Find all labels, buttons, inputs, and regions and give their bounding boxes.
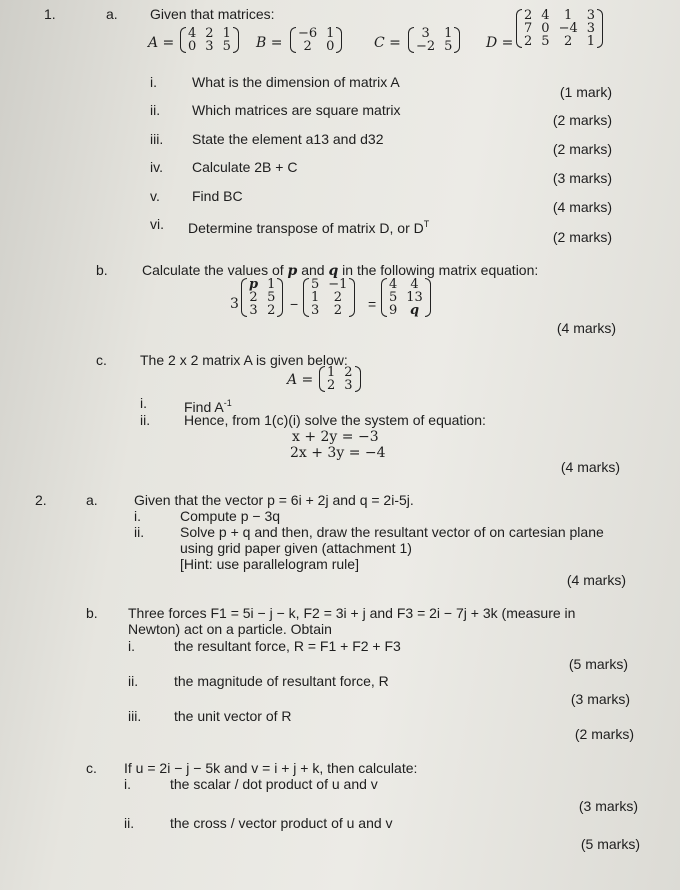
matrix-c-label: C = [374, 35, 401, 51]
matrix-entry: 7 [524, 21, 533, 36]
matrix-entry: 2 [564, 34, 573, 49]
matrix-entry: 0 [541, 21, 550, 36]
bracket-right [233, 27, 239, 53]
item-marks: (2 marks) [574, 726, 634, 742]
matrix-entry: 2 [249, 290, 258, 305]
part-label: b. [96, 262, 108, 278]
item-num: iii. [128, 708, 142, 724]
item-num: ii. [150, 102, 161, 118]
matrix-entry: 13 [406, 290, 423, 305]
var-q: q [328, 263, 339, 279]
item-text: the cross / vector product of u and v [170, 815, 393, 831]
matrix-entry: 3 [344, 378, 353, 393]
item-marks: (2 marks) [552, 229, 612, 245]
matrix-entry: p [249, 277, 259, 292]
item-num: i. [124, 776, 131, 792]
superscript: T [423, 219, 430, 229]
matrix-entry: 4 [410, 277, 419, 292]
part-text: Given that the vector p = 6i + 2j and q = 2i-5j. [134, 492, 414, 508]
matrix-entry: 9 [389, 303, 398, 318]
matrix-entry: −6 [298, 26, 318, 41]
matrix-entry: 3 [586, 8, 596, 23]
matrix-entry: 2 [327, 378, 336, 393]
item-num: i. [128, 638, 135, 654]
matrix-entry: q [410, 303, 420, 318]
item-marks: (2 marks) [552, 141, 612, 157]
matrix-a-label: A = [287, 372, 314, 388]
matrix-entry: 4 [389, 277, 398, 292]
matrix-entry: 1 [444, 26, 453, 41]
item-text: the scalar / dot product of u and v [170, 776, 378, 792]
matrix-entry: 0 [188, 39, 197, 54]
part-label: a. [106, 6, 118, 22]
part-marks: (4 marks) [560, 459, 620, 475]
matrix-entry: 3 [586, 21, 596, 36]
item-text: the resultant force, R = F1 + F2 + F3 [174, 638, 401, 654]
matrix-entry: 1 [222, 26, 231, 41]
item-text: Calculate 2B + C [192, 159, 298, 175]
matrix-entry: 0 [326, 39, 335, 54]
matrix-entry: 5 [222, 39, 231, 54]
item-text: Find $A^{-1}$ [184, 398, 232, 415]
item-marks: (1 mark) [559, 84, 612, 100]
bracket-right [597, 9, 603, 48]
item-text-cont: using grid paper given (attachment 1) [180, 540, 412, 556]
matrix-entry: 2 [524, 34, 533, 49]
matrix-entry: 1 [326, 26, 335, 41]
item-text: What is the dimension of matrix A [192, 74, 400, 90]
hint-text: [Hint: use parallelogram rule] [180, 556, 359, 572]
question-number: 1. [44, 6, 56, 22]
matrix-b [290, 27, 342, 53]
matrix-entry: 1 [564, 8, 573, 23]
part-label: b. [86, 605, 98, 621]
bracket-right [277, 278, 283, 317]
part-label: c. [86, 760, 97, 776]
matrix-entry: 1 [267, 277, 276, 292]
part-text: If u = 2i − j − 5k and v = i + j + k, then calculate: [124, 760, 418, 776]
matrix-entry: 2 [333, 303, 342, 318]
item-text: Determine transpose of matrix D, or $D^T$ [188, 219, 430, 236]
matrix-entry: 1 [327, 365, 336, 380]
matrix-entry: 2 [267, 303, 276, 318]
matrix-entry: 2 [344, 365, 353, 380]
item-text: Solve p + q and then, draw the resultant vector of on cartesian plane [180, 524, 604, 540]
matrix-d [516, 9, 603, 48]
matrix-entry: 2 [205, 26, 214, 41]
bracket-right [454, 27, 460, 53]
item-marks: (4 marks) [552, 199, 612, 215]
item-num: i. [134, 508, 141, 524]
question-number: 2. [35, 492, 47, 508]
matrix-equation-right [381, 278, 431, 317]
part-label: a. [86, 492, 98, 508]
matrix-entry: 4 [541, 8, 550, 23]
item-num: i. [150, 74, 157, 90]
item-text: the magnitude of resultant force, R [174, 673, 389, 689]
item-num: ii. [128, 673, 139, 689]
matrix-entry: −4 [558, 21, 578, 36]
matrix-entry: 2 [303, 39, 312, 54]
item-text: Find BC [192, 188, 243, 204]
item-text: State the element a13 and d32 [192, 131, 384, 147]
item-num: ii. [134, 524, 145, 540]
part-marks: (4 marks) [566, 572, 626, 588]
item-text: Which matrices are square matrix [192, 102, 401, 118]
part-text-cont: Newton) act on a particle. Obtain [128, 621, 332, 637]
matrix-entry: 5 [389, 290, 398, 305]
equation-1: x + 2y = −3 [292, 429, 379, 445]
item-marks: (2 marks) [552, 112, 612, 128]
part-marks: (4 marks) [556, 320, 616, 336]
item-text: Hence, from 1(c)(i) solve the system of equation: [184, 412, 486, 428]
item-text: the unit vector of R [174, 708, 292, 724]
matrix-entry: 3 [421, 26, 430, 41]
matrix-b-label: B = [256, 35, 283, 51]
item-num: ii. [140, 412, 151, 428]
bracket-right [349, 278, 355, 317]
part-text: Calculate the values of p and q in the following matrix equation: [142, 262, 539, 279]
part-label: c. [96, 352, 107, 368]
minus-sign: − [290, 296, 299, 312]
part-text: Three forces F1 = 5i − j − k, F2 = 3i + j and F3 = 2i − 7j + 3k (measure in [128, 605, 576, 621]
matrix-entry: 1 [311, 290, 320, 305]
item-marks: (3 marks) [578, 798, 638, 814]
item-text: Compute p − 3q [180, 508, 281, 524]
matrix-entry: 3 [249, 303, 258, 318]
item-num: vi. [150, 216, 164, 232]
bracket-right [425, 278, 431, 317]
matrix-a [180, 27, 239, 53]
item-num: iii. [150, 131, 164, 147]
matrix-entry: 5 [311, 277, 320, 292]
matrix-d-label: D = [486, 35, 514, 51]
matrix-entry: 5 [444, 39, 453, 54]
matrix-entry: 2 [524, 8, 533, 23]
item-marks: (5 marks) [568, 656, 628, 672]
item-num: iv. [150, 159, 163, 175]
matrix-a-label: A = [148, 35, 175, 51]
matrix-c [408, 27, 460, 53]
matrix-entry: 2 [333, 290, 342, 305]
matrix-a-2x2 [319, 366, 361, 392]
equals-sign: = [368, 296, 377, 312]
item-marks: (3 marks) [552, 170, 612, 186]
matrix-entry: 5 [541, 34, 550, 49]
matrix-entry: 1 [586, 34, 596, 49]
bracket-right [355, 366, 361, 392]
coefficient: 3 [230, 296, 239, 312]
matrix-entry: 3 [205, 39, 214, 54]
matrix-entry: −1 [328, 277, 348, 292]
matrix-equation-middle [303, 278, 355, 317]
part-intro: Given that matrices: [150, 6, 275, 22]
bracket-right [336, 27, 342, 53]
matrix-equation-left [241, 278, 283, 317]
matrix-entry: −2 [416, 39, 436, 54]
item-num: v. [150, 188, 160, 204]
equation-2: 2x + 3y = −4 [290, 445, 386, 461]
item-num: ii. [124, 815, 135, 831]
item-num: i. [140, 395, 147, 411]
matrix-entry: 5 [267, 290, 276, 305]
var-p: p [287, 263, 298, 279]
item-marks: (5 marks) [580, 836, 640, 852]
matrix-entry: 3 [311, 303, 320, 318]
part-text: The 2 x 2 matrix A is given below: [140, 352, 348, 368]
item-marks: (3 marks) [570, 691, 630, 707]
matrix-entry: 4 [188, 26, 197, 41]
